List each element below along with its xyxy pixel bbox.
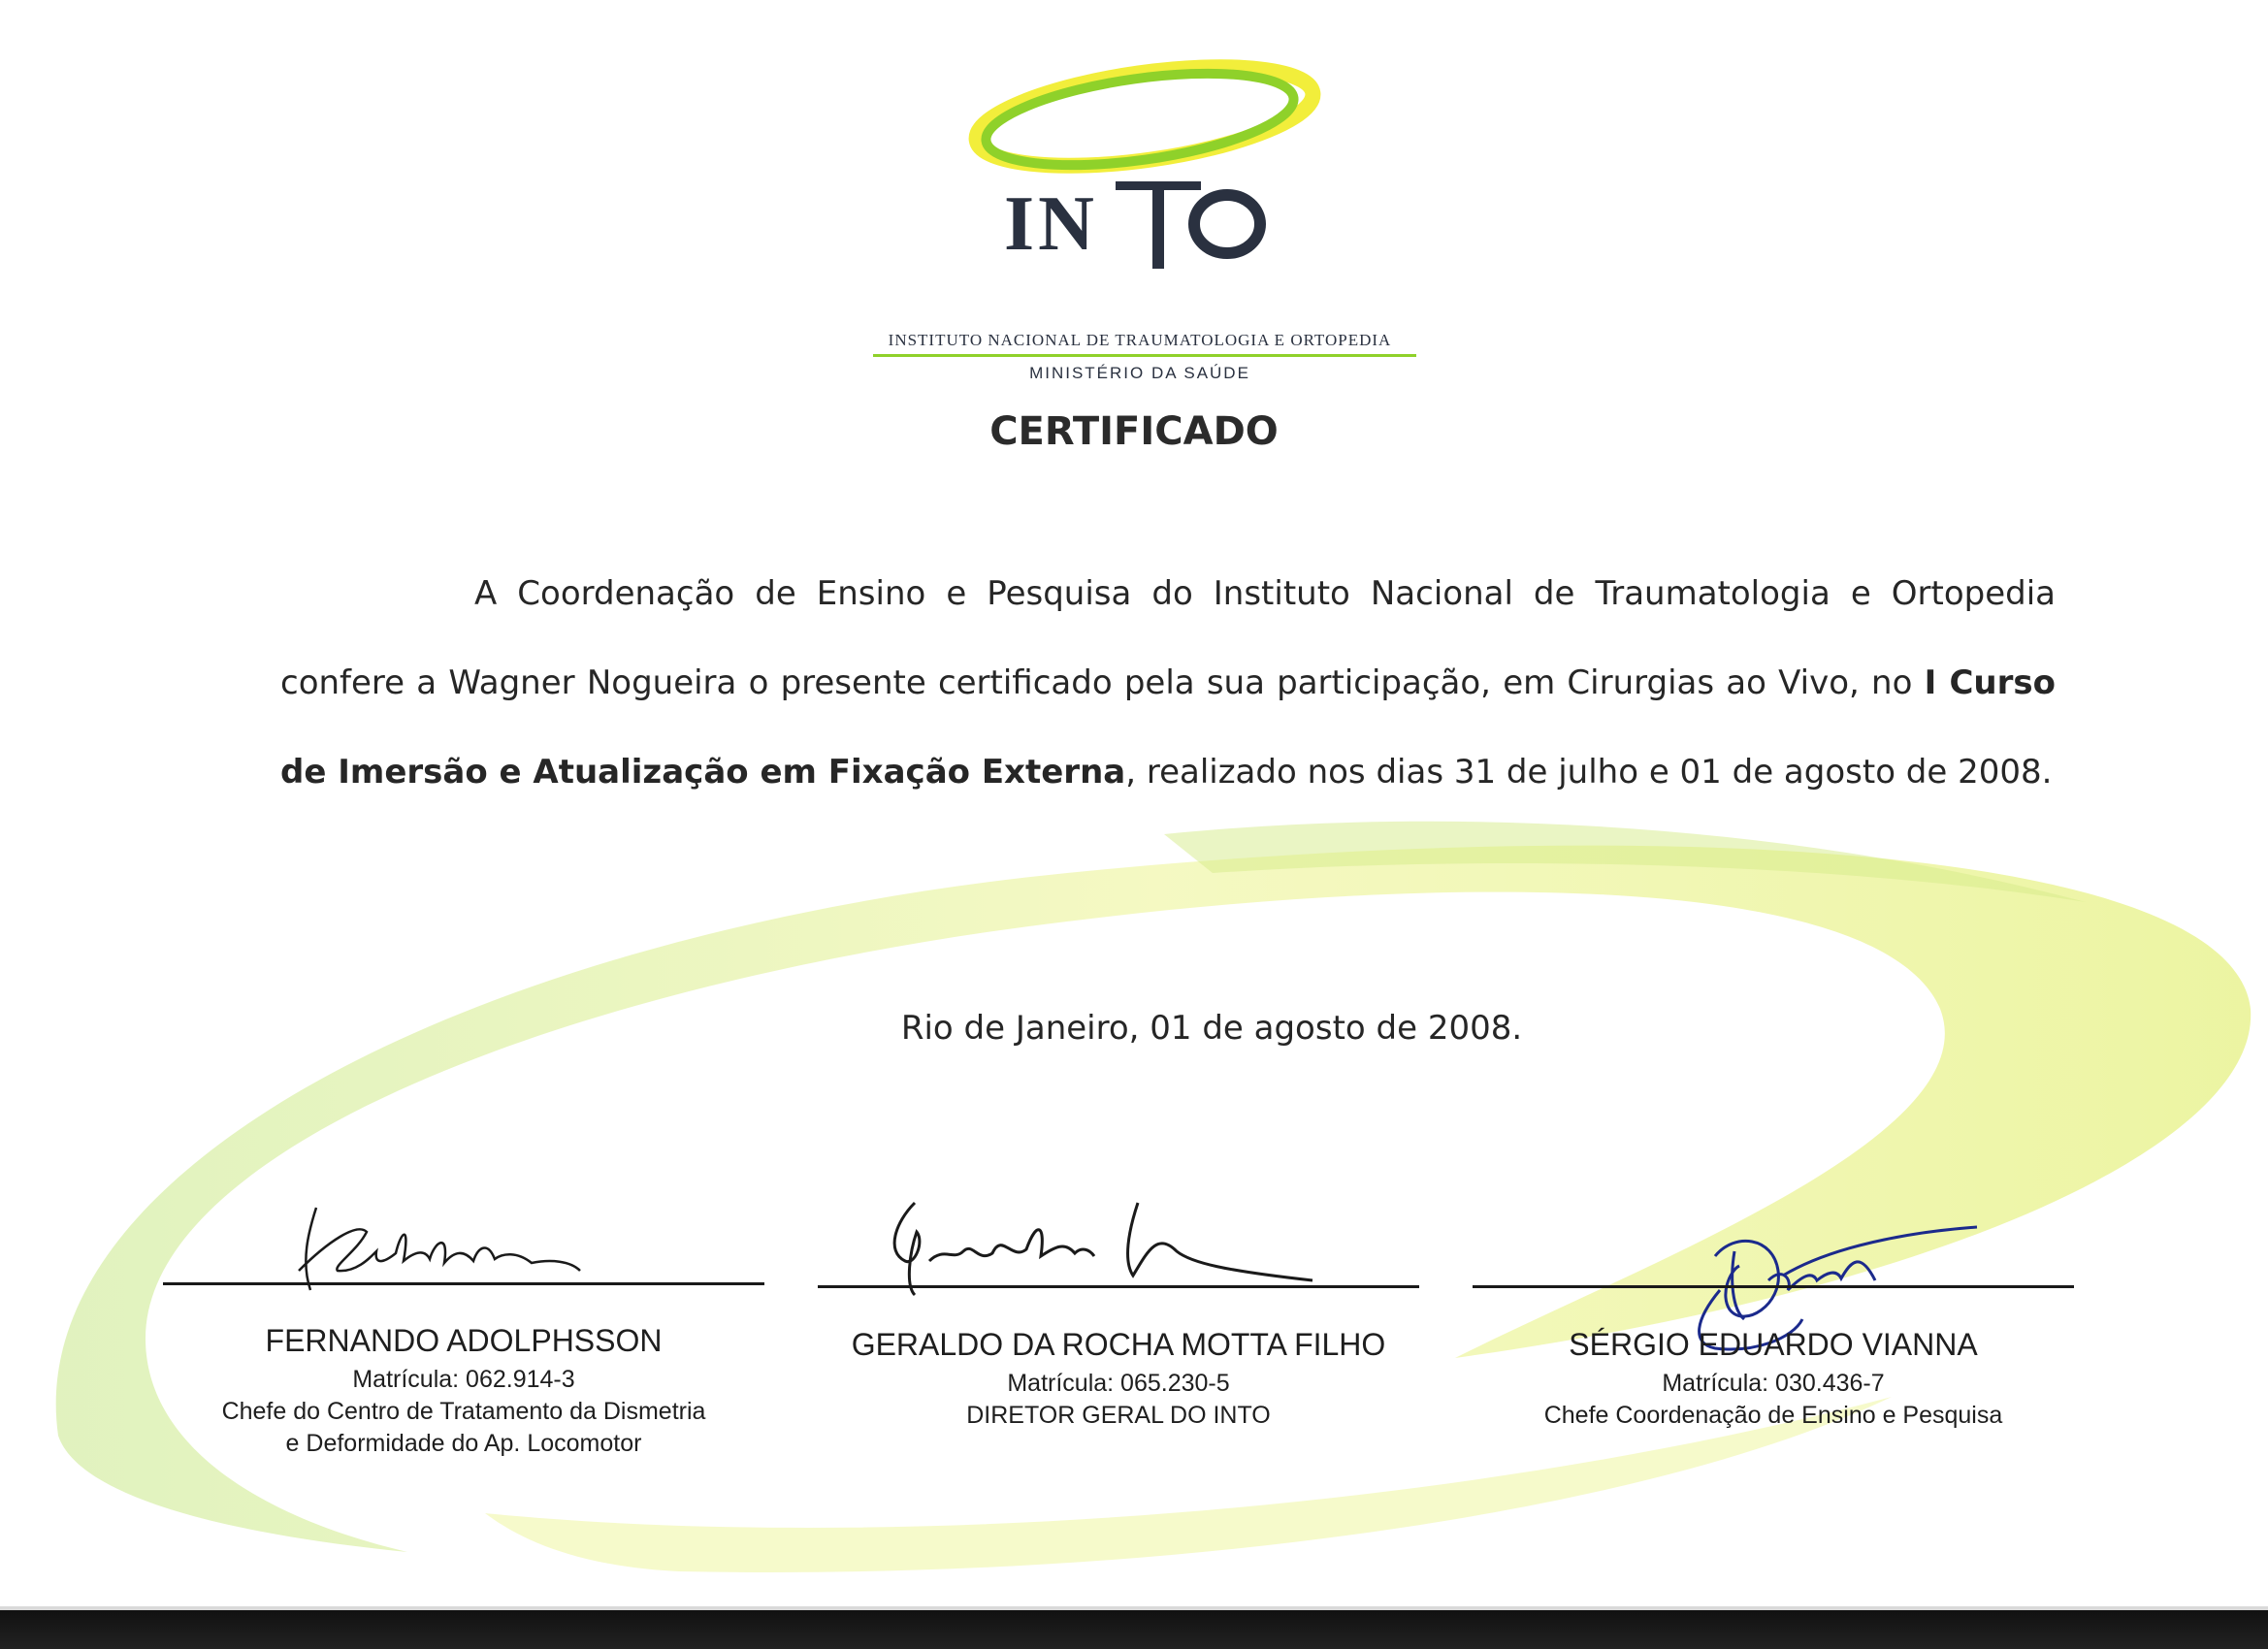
signature-line-2 bbox=[818, 1285, 1419, 1288]
ministry-name: MINISTÉRIO DA SAÚDE bbox=[1029, 364, 1250, 382]
signatory-1-role-line2: e Deformidade do Ap. Locomotor bbox=[285, 1430, 642, 1457]
signatory-1-registration: Matrícula: 062.914-3 bbox=[352, 1366, 575, 1393]
signature-line-3 bbox=[1473, 1285, 2074, 1288]
scan-bottom-edge bbox=[0, 1606, 2268, 1649]
handwritten-signature-2 bbox=[857, 1193, 1361, 1300]
signatory-2-registration: Matrícula: 065.230-5 bbox=[1007, 1370, 1230, 1397]
signatory-1-role-line1: Chefe do Centro de Tratamento da Dismetria bbox=[221, 1398, 706, 1425]
signatory-2-role-line1: DIRETOR GERAL DO INTO bbox=[966, 1402, 1271, 1429]
signature-line-1 bbox=[163, 1282, 764, 1285]
body-text-part1: A Coordenação de Ensino e Pesquisa do Instituto Nacional de Traumatologia e Ortopedia confere a Wagner Nogueira o presente certificado pela sua participação, em Cirurgias ao Vivo, no bbox=[280, 574, 2056, 702]
handwritten-signature-1 bbox=[289, 1203, 609, 1295]
signatory-3-role-line1: Chefe Coordenação de Ensino e Pesquisa bbox=[1543, 1402, 2003, 1429]
body-text-part2: , realizado nos dias 31 de julho e 01 de agosto de 2008. bbox=[1125, 753, 2053, 792]
place-and-date: Rio de Janeiro, 01 de agosto de 2008. bbox=[900, 1009, 1523, 1048]
certificate-body bbox=[280, 549, 2056, 817]
signatory-3-registration: Matrícula: 030.436-7 bbox=[1662, 1370, 1885, 1397]
into-logo-mark bbox=[859, 44, 1426, 306]
signatory-2 bbox=[818, 1193, 1419, 1484]
institution-name: INSTITUTO NACIONAL DE TRAUMATOLOGIA E ORTOPEDIA bbox=[888, 331, 1392, 349]
certificate-title: CERTIFICADO bbox=[989, 409, 1279, 454]
signatory-1-name: FERNANDO ADOLPHSSON bbox=[265, 1323, 663, 1358]
signatory-2-name: GERALDO DA ROCHA MOTTA FILHO bbox=[851, 1327, 1386, 1362]
into-logo bbox=[859, 44, 1426, 382]
logo-divider bbox=[873, 354, 1416, 357]
course-name: I Curso de Imersão e Atualização em Fixação Externa bbox=[280, 663, 2056, 792]
svg-text:IN: IN bbox=[1004, 181, 1098, 267]
signatory-1 bbox=[163, 1193, 764, 1484]
signatory-3-name: SÉRGIO EDUARDO VIANNA bbox=[1569, 1327, 1978, 1362]
signatory-3 bbox=[1473, 1193, 2074, 1484]
